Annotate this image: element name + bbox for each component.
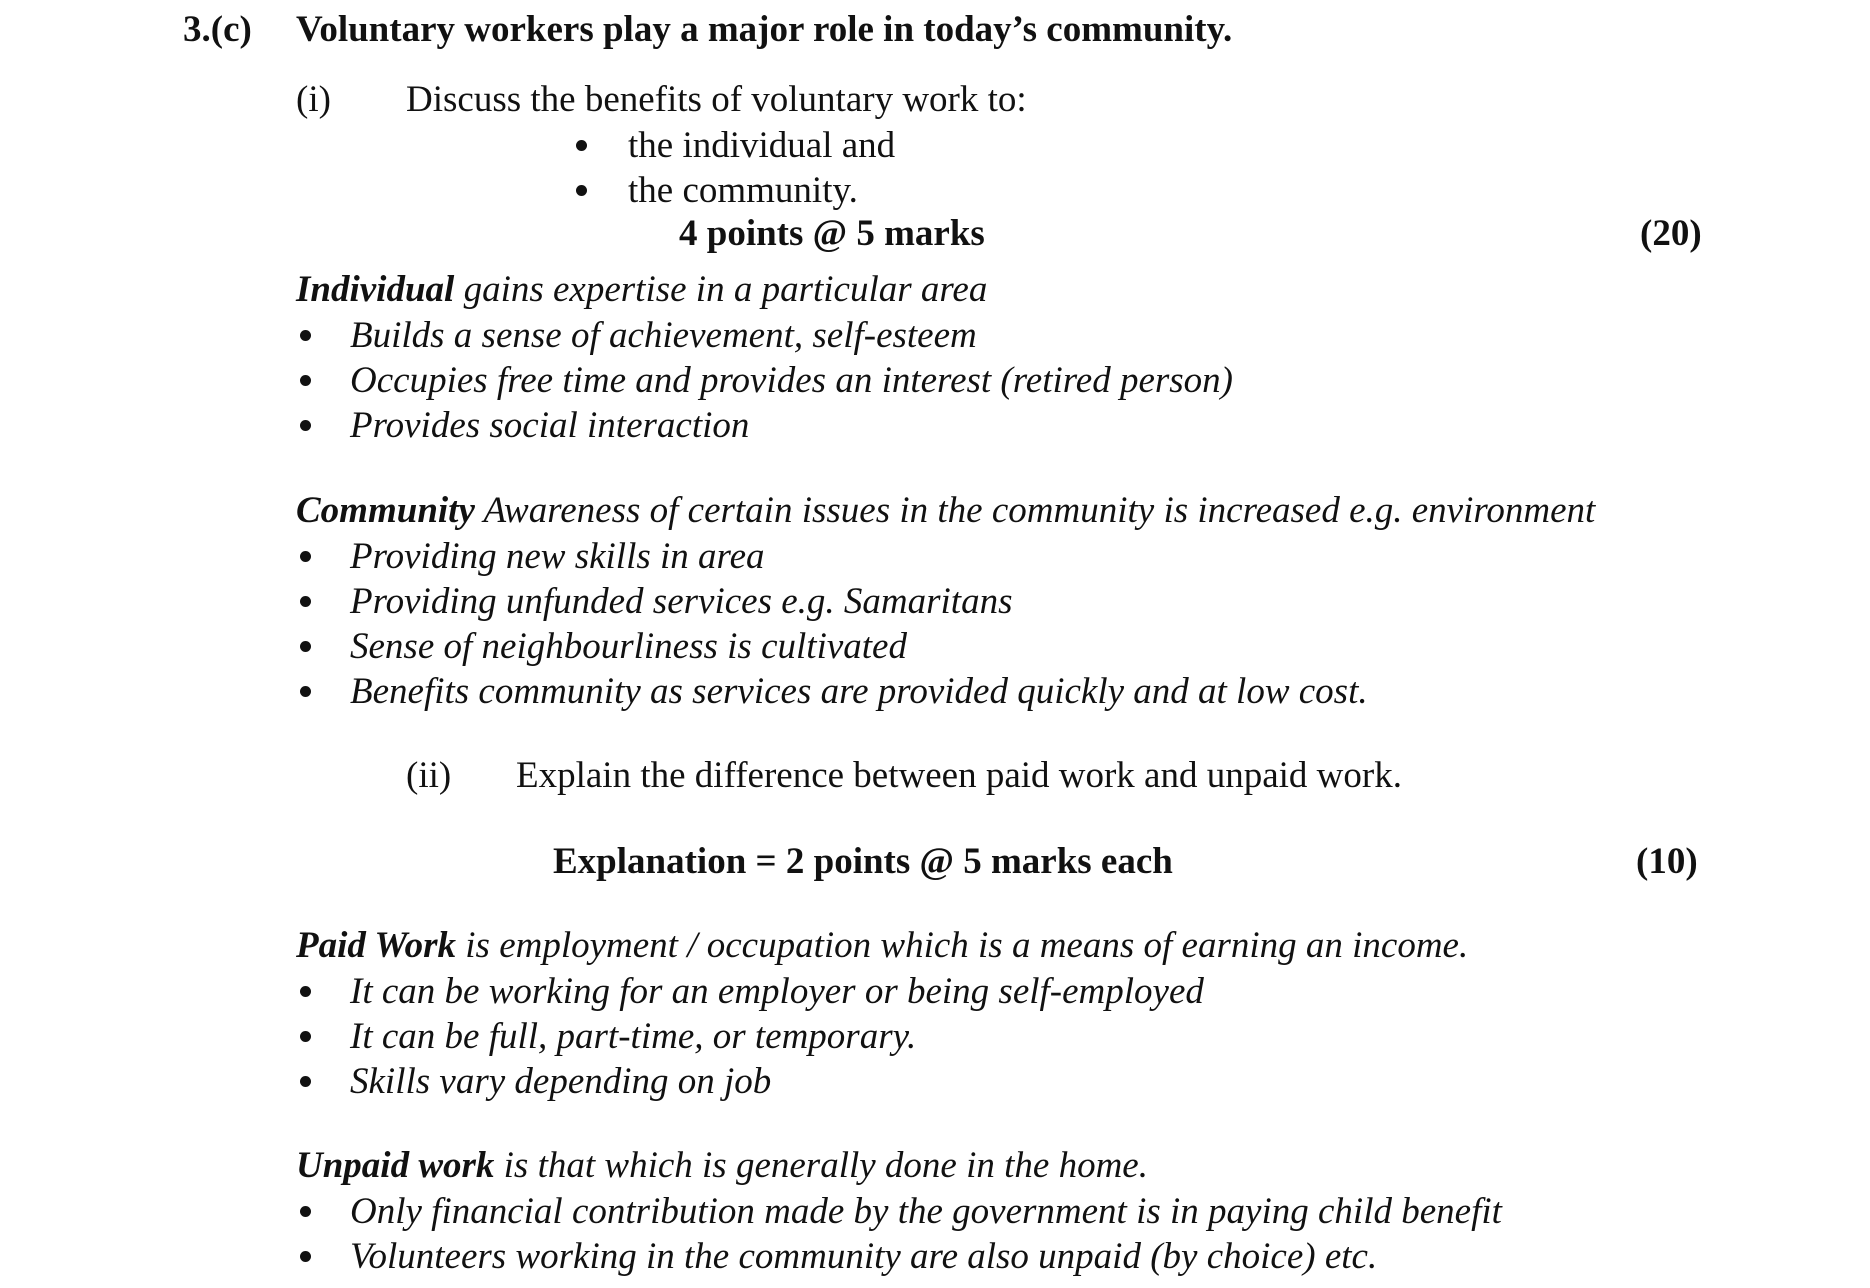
bullet-dot	[300, 686, 311, 697]
individual-bullet: Builds a sense of achievement, self-esteem	[350, 315, 977, 356]
part-ii-marks: (10)	[1636, 841, 1698, 882]
bullet-dot	[300, 330, 311, 341]
unpaid-work-heading	[296, 1144, 1148, 1187]
paid-work-heading	[296, 924, 1468, 967]
individual-heading	[296, 268, 987, 311]
bullet-dot	[576, 185, 587, 196]
paid-work-bullet: It can be working for an employer or being self-employed	[350, 971, 1204, 1012]
part-ii-label: (ii)	[406, 755, 452, 796]
part-ii-prompt: Explain the difference between paid work and unpaid work.	[516, 755, 1402, 796]
bullet-dot	[300, 375, 311, 386]
part-i-marks: (20)	[1640, 213, 1702, 254]
individual-term: Individual	[296, 269, 455, 310]
bullet-dot	[300, 1076, 311, 1087]
part-i-label: (i)	[296, 79, 331, 120]
community-bullet: Benefits community as services are provided quickly and at low cost.	[350, 671, 1368, 712]
community-bullet: Sense of neighbourliness is cultivated	[350, 626, 907, 667]
individual-bullet: Occupies free time and provides an interest (retired person)	[350, 360, 1233, 401]
individual-lead: gains expertise in a particular area	[454, 269, 988, 310]
unpaid-work-term: Unpaid work	[296, 1145, 495, 1186]
part-ii-allocation: Explanation = 2 points @ 5 marks each	[553, 841, 1173, 882]
bullet-dot	[300, 420, 311, 431]
bullet-dot	[300, 1206, 311, 1217]
unpaid-work-bullet: Only financial contribution made by the government is in paying child benefit	[350, 1191, 1502, 1232]
bullet-dot	[300, 1251, 311, 1262]
community-bullet: Providing unfunded services e.g. Samaritans	[350, 581, 1013, 622]
unpaid-work-bullet: Volunteers working in the community are also unpaid (by choice) etc.	[350, 1236, 1378, 1277]
bullet-dot	[300, 641, 311, 652]
bullet-dot	[300, 1031, 311, 1042]
unpaid-work-lead: is that which is generally done in the home.	[494, 1145, 1148, 1186]
bullet-dot	[300, 551, 311, 562]
community-bullet: Providing new skills in area	[350, 536, 765, 577]
community-lead: Awareness of certain issues in the community is increased e.g. environment	[474, 490, 1596, 531]
individual-bullet: Provides social interaction	[350, 405, 750, 446]
part-i-prompt: Discuss the benefits of voluntary work to:	[406, 79, 1027, 120]
paid-work-term: Paid Work	[296, 925, 457, 966]
bullet-dot	[576, 140, 587, 151]
part-i-bullet-individual: the individual and	[628, 125, 896, 166]
part-i-allocation: 4 points @ 5 marks	[679, 213, 985, 254]
question-number: 3.(c)	[183, 9, 252, 50]
paid-work-lead: is employment / occupation which is a means of earning an income.	[456, 925, 1469, 966]
paid-work-bullet: It can be full, part-time, or temporary.	[350, 1016, 917, 1057]
part-i-bullet-community: the community.	[628, 170, 858, 211]
question-title: Voluntary workers play a major role in today’s community.	[296, 9, 1233, 50]
bullet-dot	[300, 596, 311, 607]
community-term: Community	[296, 490, 475, 531]
paid-work-bullet: Skills vary depending on job	[350, 1061, 772, 1102]
bullet-dot	[300, 986, 311, 997]
community-heading	[296, 489, 1595, 532]
